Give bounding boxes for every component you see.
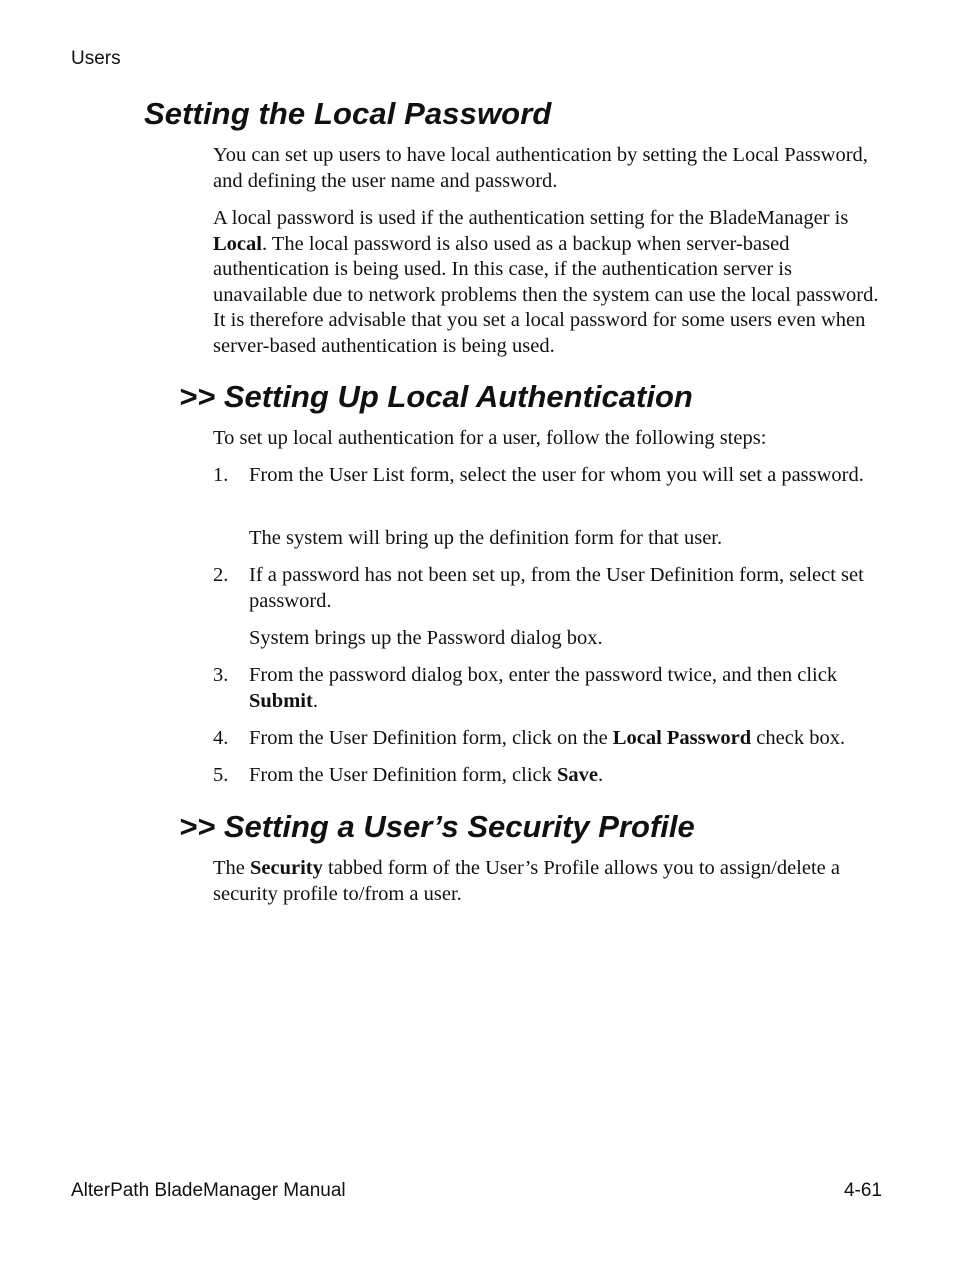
paragraph-steps-intro: To set up local authentication for a user, follow the following steps: <box>213 427 767 449</box>
step-text: From the password dialog box, enter the password twice, and then click Submit. <box>249 664 838 712</box>
step-text: From the User Definition form, click Save. <box>249 764 604 786</box>
footer-manual-title: AlterPath BladeManager Manual <box>71 1180 346 1201</box>
section-title-local-password: Setting the Local Password <box>144 96 552 131</box>
step-note: System brings up the Password dialog box. <box>249 627 603 649</box>
paragraph-intro: You can set up users to have local authentication by setting the Local Password, and defining the user name and password. <box>213 144 868 192</box>
step-number: 4. <box>213 727 229 749</box>
section-title-local-authentication: >> Setting Up Local Authentication <box>179 379 693 414</box>
step-number: 5. <box>213 764 229 786</box>
step-note: The system will bring up the definition form for that user. <box>249 527 723 549</box>
paragraph-local-password-usage: A local password is used if the authentication setting for the BladeManager is Local. The local password is also used as a backup when server-based authentication is being used. In this case, if the authentication server is unavailable due to network problems then the system can use the local password. It is therefore advisable that you set a local password for some users even when server-based authentication is being used. <box>213 207 879 357</box>
step-text: From the User Definition form, click on the Local Password check box. <box>249 727 846 749</box>
paragraph-security-profile: The Security tabbed form of the User’s Profile allows you to assign/delete a security profile to/from a user. <box>213 857 840 905</box>
section-title-security-profile: >> Setting a User’s Security Profile <box>179 809 695 844</box>
step-text: If a password has not been set up, from the User Definition form, select set password. <box>249 564 864 612</box>
footer-page-number: 4-61 <box>843 1180 882 1201</box>
step-text: From the User List form, select the user for whom you will set a password. <box>249 464 864 486</box>
running-header: Users <box>71 48 121 69</box>
step-number: 2. <box>213 564 229 586</box>
step-number: 3. <box>213 664 229 686</box>
step-number: 1. <box>213 464 229 486</box>
